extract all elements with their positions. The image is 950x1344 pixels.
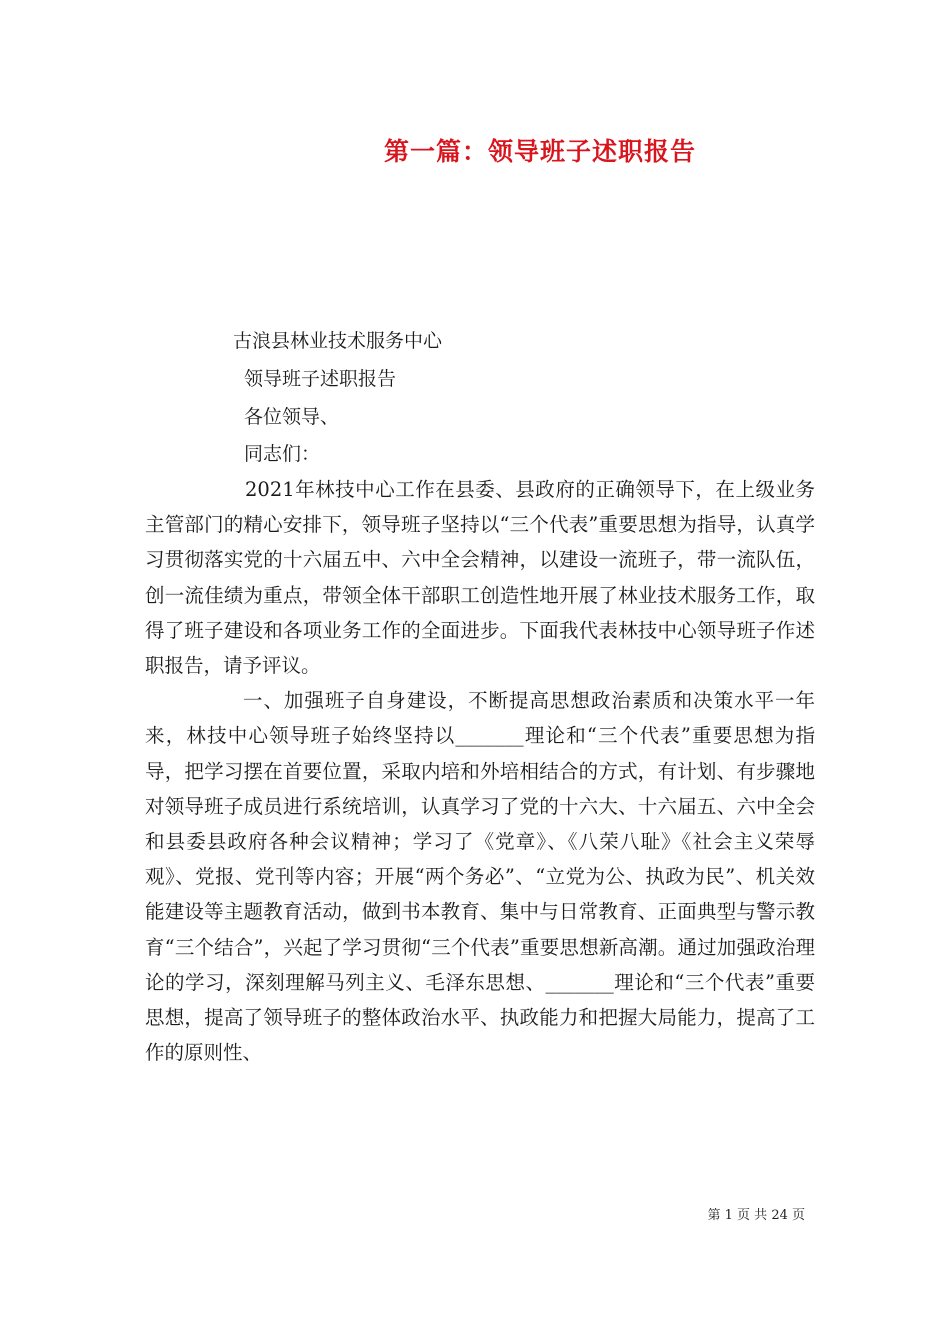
paragraph-intro: 2021年林技中心工作在县委、县政府的正确领导下，在上级业务主管部门的精心安排下，领导班子坚持以“三个代表”重要思想为指导，认真学习贯彻落实党的十六届五中、六中全会精神，以建设一流班子，带一流队伍，创一流佳绩为重点，带领全体干部职工创造性地开展了林业技术服务工作，取得了班子建设和各项业务工作的全面进步。下面我代表林技中心领导班子作述职报告，请予评议。	[145, 478, 815, 678]
page-number: 第 1 页 共 24 页	[707, 1208, 805, 1223]
salutation-leaders: 各位领导、	[244, 406, 340, 428]
document-title: 第一篇：领导班子述职报告	[383, 137, 696, 166]
paragraph-section-1: 一、加强班子自身建设，不断提高思想政治素质和决策水平一年来，林技中心领导班子始终坚持以_______理论和“三个代表”重要思想为指导，把学习摆在首要位置，采取内培和外培相结合的方式，有计划、有步骤地对领导班子成员进行系统培训，认真学习了党的十六大、十六届五、六中全会和县委县政府各种会议精神；学习了《党章》、《八荣八耻》《社会主义荣辱观》、党报、党刊等内容；开展“两个务必”、“立党为公、执政为民”、机关效能建设等主题教育活动，做到书本教育、集中与日常教育、正面典型与警示教育“三个结合”，兴起了学习贯彻“三个代表”重要思想新高潮。通过加强政治理论的学习，深刻理解马列主义、毛泽东思想、_______理论和“三个代表”重要思想，提高了领导班子的整体政治水平、执政能力和把握大局能力，提高了工作的原则性、	[145, 689, 815, 1065]
report-body	[145, 472, 815, 1070]
report-name: 领导班子述职报告	[244, 368, 397, 390]
salutation-comrades: 同志们：	[244, 443, 321, 465]
organization-name: 古浪县林业技术服务中心	[233, 330, 443, 352]
